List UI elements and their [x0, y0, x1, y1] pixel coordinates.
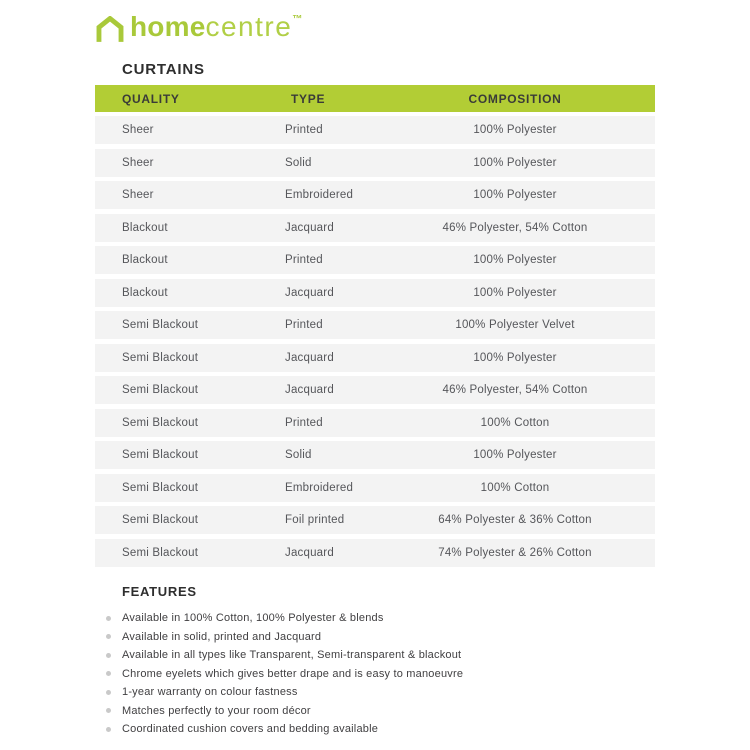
bullet-icon — [106, 708, 111, 713]
table-row — [95, 344, 655, 372]
cell-composition: 46% Polyester, 54% Cotton — [442, 384, 588, 396]
table-row — [95, 116, 655, 144]
cell-composition: 46% Polyester, 54% Cotton — [442, 221, 588, 234]
feature-text: Chrome eyelets which gives better drape and is easy to manoeuvre — [122, 667, 464, 680]
list-item — [95, 665, 675, 684]
cell-composition: 74% Polyester & 26% Cotton — [438, 546, 592, 559]
trademark-symbol: ™ — [292, 14, 303, 25]
cell-composition: 64% Polyester & 36% Cotton — [438, 514, 592, 526]
cell-type: Solid — [285, 156, 312, 169]
table-header-row — [95, 85, 655, 112]
cell-quality: Sheer — [122, 124, 154, 136]
features-section — [95, 584, 675, 739]
column-header-composition: COMPOSITION — [468, 91, 562, 106]
cell-type: Jacquard — [285, 286, 334, 299]
cell-composition: 100% Polyester — [473, 124, 557, 136]
table-row — [95, 376, 655, 404]
bullet-icon — [106, 727, 111, 732]
list-item — [95, 609, 675, 628]
list-item — [95, 702, 675, 721]
cell-quality: Semi Blackout — [122, 449, 199, 461]
table-row — [95, 214, 655, 242]
table-row — [95, 279, 655, 307]
feature-text: Available in all types like Transparent, Semi-transparent & blackout — [122, 649, 462, 662]
page-title: CURTAINS — [122, 61, 205, 78]
table-row — [95, 181, 655, 209]
bullet-icon — [106, 671, 111, 676]
cell-quality: Semi Blackout — [122, 351, 199, 364]
cell-type: Embroidered — [285, 189, 354, 201]
cell-quality: Blackout — [122, 254, 168, 266]
table-row — [95, 149, 655, 177]
features-list — [95, 609, 675, 739]
cell-composition: 100% Polyester — [473, 189, 557, 201]
list-item — [95, 720, 675, 739]
feature-text: Coordinated cushion covers and bedding available — [122, 723, 379, 736]
cell-type: Printed — [285, 416, 323, 429]
feature-text: Matches perfectly to your room décor — [122, 704, 311, 717]
cell-quality: Semi Blackout — [122, 416, 199, 429]
cell-type: Embroidered — [285, 481, 354, 494]
cell-composition: 100% Polyester — [473, 286, 557, 299]
table-row — [95, 506, 655, 534]
column-header-quality: QUALITY — [122, 91, 180, 106]
cell-quality: Blackout — [122, 286, 168, 299]
cell-composition: 100% Cotton — [480, 416, 550, 429]
bullet-icon — [106, 634, 111, 639]
column-header-type: TYPE — [291, 91, 326, 106]
cell-type: Jacquard — [285, 351, 334, 364]
feature-text: Available in solid, printed and Jacquard — [122, 630, 322, 643]
home-icon — [95, 16, 125, 43]
list-item — [95, 683, 675, 702]
feature-text: Available in 100% Cotton, 100% Polyester & blends — [122, 612, 384, 625]
homecentre-logo — [95, 13, 302, 43]
cell-composition: 100% Polyester — [473, 351, 557, 364]
cell-quality: Semi Blackout — [122, 546, 199, 559]
cell-type: Foil printed — [285, 514, 345, 526]
features-title: FEATURES — [122, 584, 197, 599]
cell-type: Jacquard — [285, 384, 334, 396]
cell-type: Jacquard — [285, 546, 334, 559]
cell-composition: 100% Polyester — [473, 156, 557, 169]
cell-composition: 100% Cotton — [480, 481, 550, 494]
table-row — [95, 311, 655, 339]
table-row — [95, 474, 655, 502]
table-row — [95, 409, 655, 437]
bullet-icon — [106, 616, 111, 621]
table-row — [95, 539, 655, 567]
feature-text: 1-year warranty on colour fastness — [122, 686, 298, 699]
cell-type: Printed — [285, 254, 323, 266]
list-item — [95, 646, 675, 665]
bullet-icon — [106, 690, 111, 695]
logo-text-centre: centre — [205, 11, 293, 42]
cell-type: Printed — [285, 124, 323, 136]
cell-type: Jacquard — [285, 221, 334, 234]
curtains-spec-table — [95, 85, 655, 571]
cell-quality: Sheer — [122, 189, 154, 201]
cell-composition: 100% Polyester — [473, 254, 557, 266]
bullet-icon — [106, 653, 111, 658]
cell-quality: Semi Blackout — [122, 514, 199, 526]
logo-text-home: home — [130, 11, 206, 42]
cell-composition: 100% Polyester — [473, 449, 557, 461]
table-row — [95, 441, 655, 469]
list-item — [95, 628, 675, 647]
cell-quality: Semi Blackout — [122, 384, 199, 396]
cell-quality: Semi Blackout — [122, 319, 199, 331]
cell-quality: Sheer — [122, 156, 154, 169]
cell-quality: Blackout — [122, 221, 168, 234]
cell-type: Solid — [285, 449, 312, 461]
cell-composition: 100% Polyester Velvet — [455, 319, 575, 331]
table-row — [95, 246, 655, 274]
cell-type: Printed — [285, 319, 323, 331]
cell-quality: Semi Blackout — [122, 481, 199, 494]
